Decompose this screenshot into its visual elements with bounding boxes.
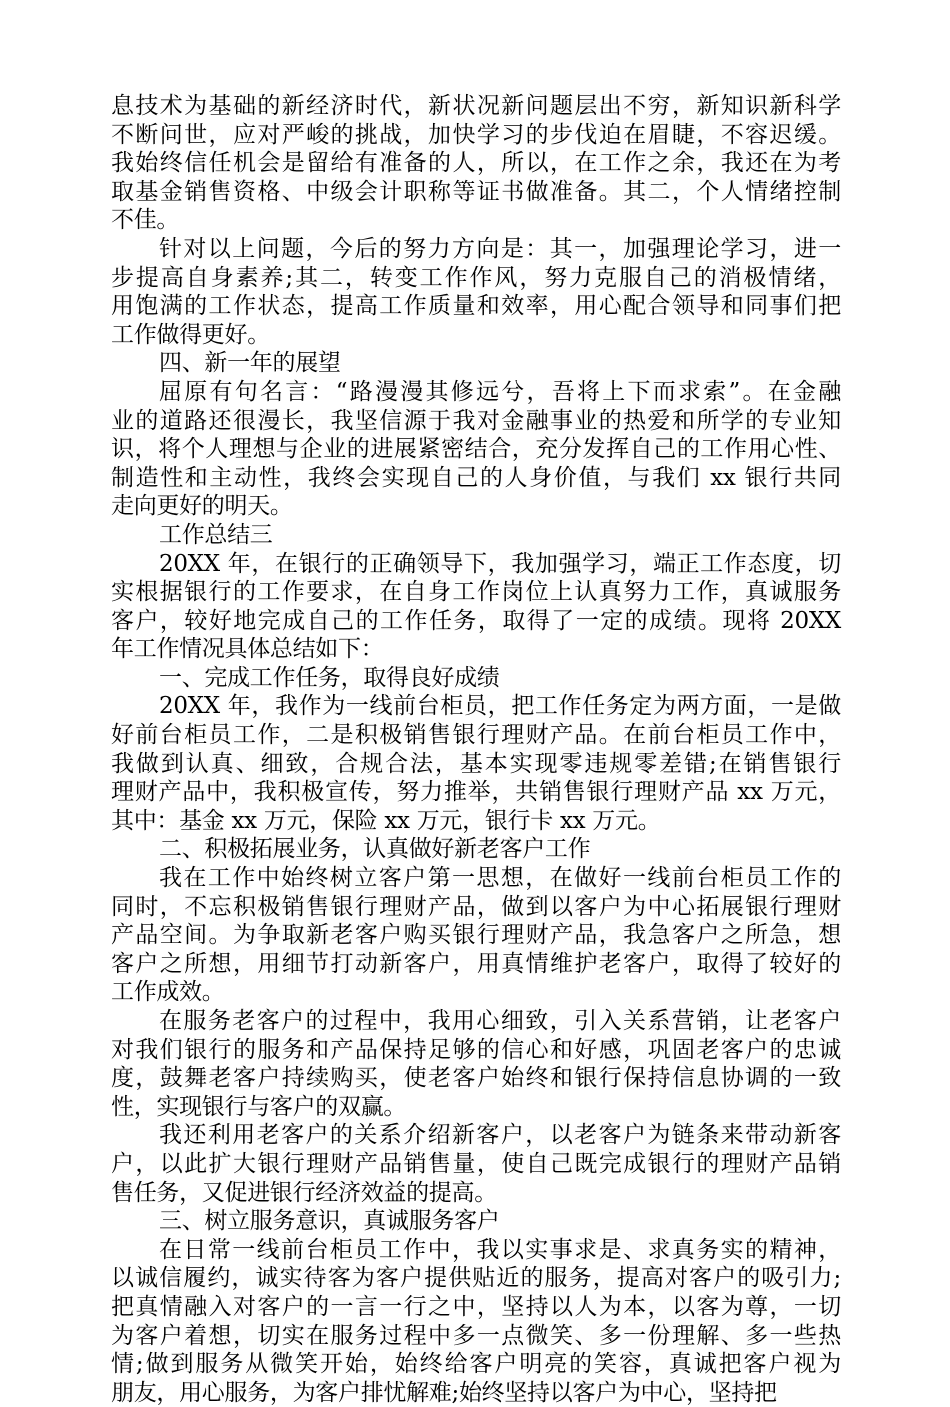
paragraph — [111, 550, 841, 664]
text-line: 我在工作中始终树立客户第一思想，在做好一线前台柜员工作的 — [159, 865, 841, 892]
text-line: 用饱满的工作状态，提高工作质量和效率，用心配合领导和同事们把 — [111, 293, 841, 320]
text-line: 不佳。 — [111, 207, 180, 234]
text-line: 性，实现银行与客户的双赢。 — [111, 1093, 407, 1120]
paragraph — [111, 664, 841, 693]
paragraph — [111, 1121, 841, 1207]
paragraph — [111, 864, 841, 1007]
text-line: 制造性和主动性，我终会实现自己的人身价值，与我们 xx 银行共同 — [111, 464, 841, 491]
text-line: 走向更好的明天。 — [111, 493, 293, 520]
text-line: 度，鼓舞老客户持续购买，使老客户始终和银行保持信息协调的一致 — [111, 1065, 841, 1092]
paragraph — [111, 349, 841, 378]
text-line: 产品空间。为争取新老客户购买银行理财产品，我急客户之所急，想 — [111, 922, 841, 949]
text-line: 工作总结三 — [159, 521, 273, 548]
paragraph — [111, 1207, 841, 1236]
paragraph — [111, 1236, 841, 1407]
text-line: 三、树立服务意识，真诚服务客户 — [159, 1208, 500, 1235]
text-line: 针对以上问题，今后的努力方向是：其一，加强理论学习，进一 — [159, 235, 841, 262]
text-line: 一、完成工作任务，取得良好成绩 — [159, 664, 500, 691]
text-line: 工作成效。 — [111, 979, 225, 1006]
text-line: 在服务老客户的过程中，我用心细致，引入关系营销，让老客户 — [159, 1008, 841, 1034]
text-line: 不断问世，应对严峻的挑战，加快学习的步伐迫在眉睫，不容迟缓。 — [111, 121, 841, 148]
text-line: 把真情融入对客户的一言一行之中，坚持以人为本，以客为尊，一切 — [111, 1293, 841, 1320]
text-line: 以诚信履约，诚实待客为客户提供贴近的服务，提高对客户的吸引力; — [111, 1265, 841, 1292]
text-line: 我始终信任机会是留给有准备的人，所以，在工作之余，我还在为考 — [111, 150, 841, 177]
document-page — [111, 92, 841, 1407]
text-line: 朋友，用心服务，为客户排忧解难;始终坚持以客户为中心，坚持把 — [111, 1379, 777, 1406]
text-line: 步提高自身素养;其二，转变工作作风，努力克服自己的消极情绪， — [111, 264, 841, 291]
text-line: 理财产品中，我积极宣传，努力推举，共销售银行理财产品 xx 万元， — [111, 779, 841, 806]
text-line: 在日常一线前台柜员工作中，我以实事求是、求真务实的精神， — [159, 1236, 841, 1263]
text-line: 我做到认真、细致，合规合法，基本实现零违规零差错;在销售银行 — [111, 750, 841, 777]
text-line: 为客户着想，切实在服务过程中多一点微笑、多一份理解、多一些热 — [111, 1322, 841, 1349]
paragraph — [111, 235, 841, 349]
text-line: 20XX 年，我作为一线前台柜员，把工作任务定为两方面，一是做 — [159, 693, 841, 720]
paragraph — [111, 692, 841, 835]
text-line: 屈原有句名言：“路漫漫其修远兮，吾将上下而求索”。在金融 — [159, 378, 841, 405]
paragraph — [111, 92, 841, 235]
paragraph — [111, 1007, 841, 1121]
text-line: 我还利用老客户的关系介绍新客户，以老客户为链条来带动新客 — [159, 1122, 841, 1149]
text-line: 二、积极拓展业务，认真做好新老客户工作 — [159, 836, 591, 863]
text-line: 客户，较好地完成自己的工作任务，取得了一定的成绩。现将 20XX — [111, 607, 841, 634]
text-line: 售任务，又促进银行经济效益的提高。 — [111, 1179, 497, 1206]
text-line: 四、新一年的展望 — [159, 350, 341, 377]
paragraph — [111, 521, 841, 550]
text-line: 年工作情况具体总结如下： — [111, 636, 384, 663]
text-line: 户，以此扩大银行理财产品销售量，使自己既完成银行的理财产品销 — [111, 1150, 841, 1177]
paragraph — [111, 835, 841, 864]
text-line: 实根据银行的工作要求，在自身工作岗位上认真努力工作，真诚服务 — [111, 579, 841, 606]
text-line: 情;做到服务从微笑开始，始终给客户明亮的笑容，真诚把客户视为 — [111, 1351, 841, 1378]
text-line: 客户之所想，用细节打动新客户，用真情维护老客户，取得了较好的 — [111, 950, 841, 977]
text-line: 20XX 年，在银行的正确领导下，我加强学习，端正工作态度，切 — [159, 550, 841, 577]
text-line: 取基金销售资格、中级会计职称等证书做准备。其二，个人情绪控制 — [111, 178, 841, 205]
text-line: 好前台柜员工作，二是积极销售银行理财产品。在前台柜员工作中， — [111, 722, 841, 749]
text-line: 工作做得更好。 — [111, 321, 270, 348]
text-line: 其中：基金 xx 万元，保险 xx 万元，银行卡 xx 万元。 — [111, 807, 661, 834]
paragraph — [111, 378, 841, 521]
text-line: 息技术为基础的新经济时代，新状况新问题层出不穷，新知识新科学 — [111, 93, 841, 119]
text-line: 业的道路还很漫长，我坚信源于我对金融事业的热爱和所学的专业知 — [111, 407, 841, 434]
text-line: 对我们银行的服务和产品保持足够的信心和好感，巩固老客户的忠诚 — [111, 1036, 841, 1063]
text-line: 同时，不忘积极销售银行理财产品，做到以客户为中心拓展银行理财 — [111, 893, 841, 920]
text-line: 识，将个人理想与企业的进展紧密结合，充分发挥自己的工作用心性、 — [111, 436, 841, 463]
